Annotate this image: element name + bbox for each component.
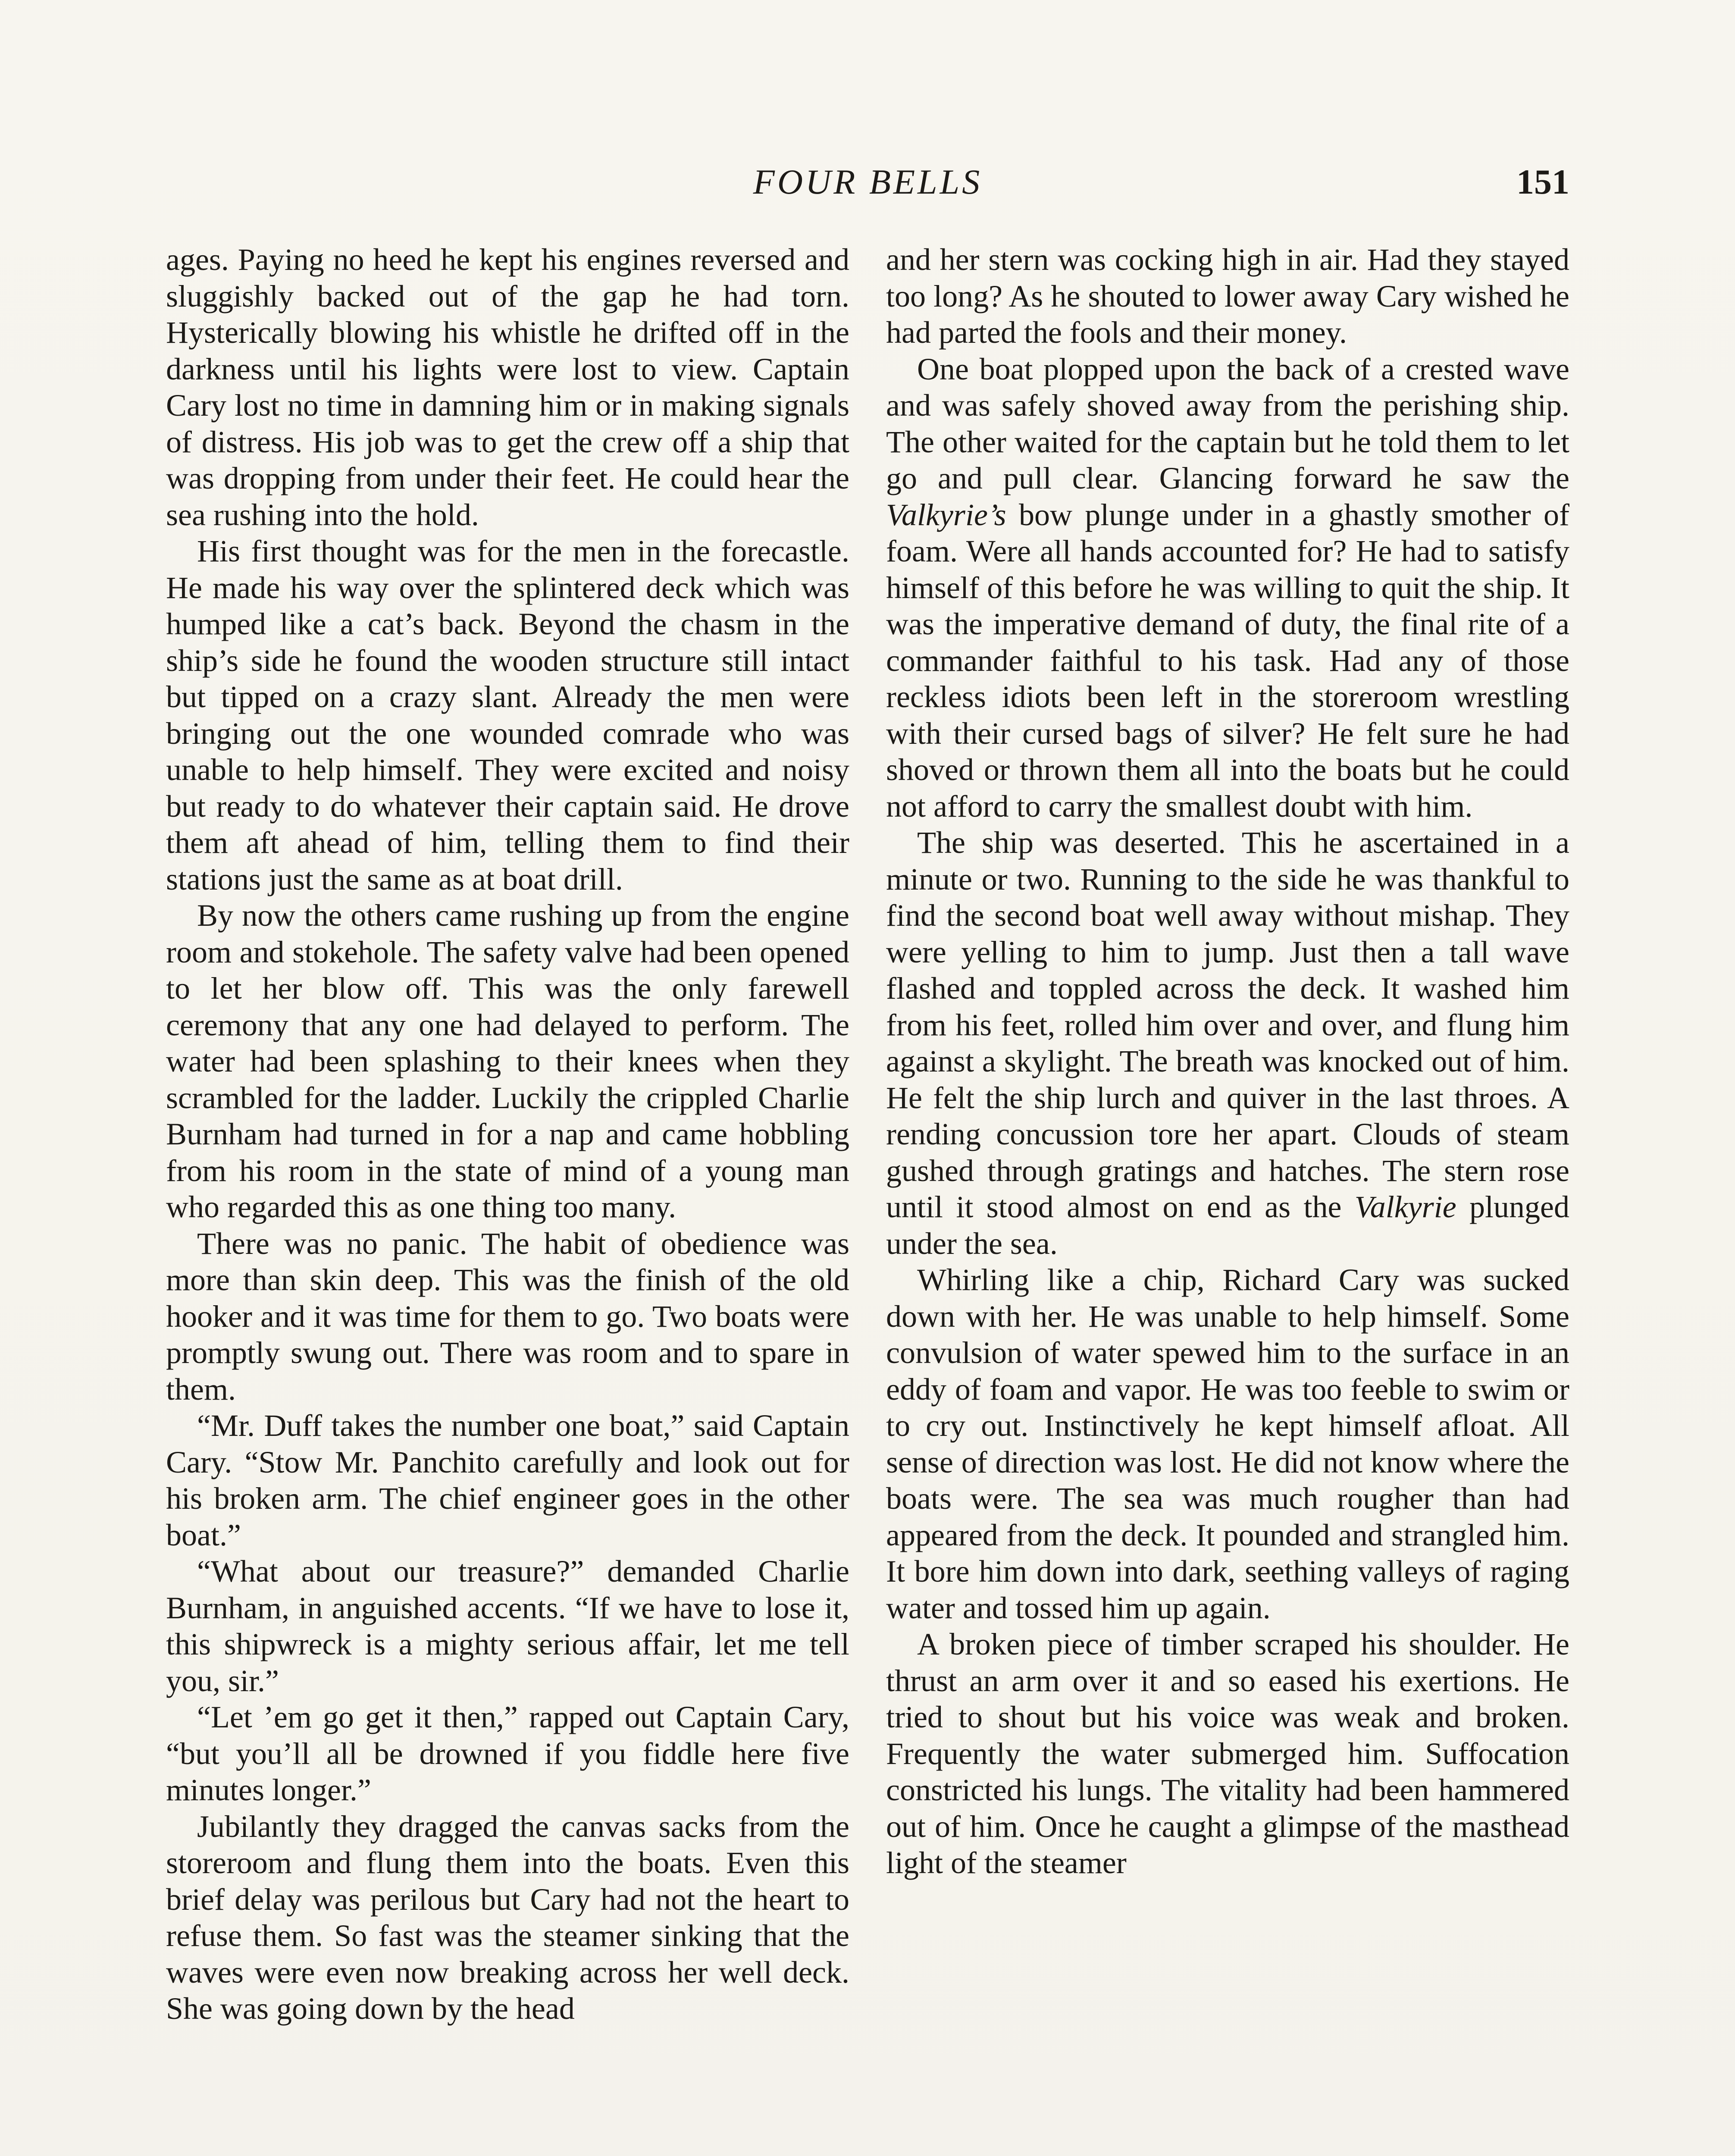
paragraph: Whirling like a chip, Richard Cary was sucked down with her. He was unable to help himself. Some convulsion of water spewed him to the surface in an eddy of foam and vapor. He was too feeble to swim or to cry out. Instinctively he kept himself afloat. All sense of direction was lost. He did not know where the boats were. The sea was much rougher than had appeared from the deck. It pounded and strangled him. It bore him down into dark, seething valleys of raging water and tossed him up again. bbox=[886, 1263, 1569, 1625]
paragraph bbox=[886, 824, 1569, 1262]
paragraph: “Let ’em go get it then,” rapped out Captain Cary, “but you’ll all be drowned if you fiddle here five minutes longer.” bbox=[166, 1700, 849, 1807]
paragraph-text: plunged under the sea. bbox=[886, 1190, 1569, 1261]
ship-name: Valkyrie bbox=[1354, 1190, 1456, 1224]
paragraph: and her stern was cocking high in air. Had they stayed too long? As he shouted to lower away Cary wished he had parted the fools and their money. bbox=[886, 242, 1569, 350]
paragraph-text: One boat plopped upon the back of a crested wave and was safely shoved away from the perishing ship. The other waited for the captain but he told them to let go and pull clear. Glancing forward he saw the bbox=[886, 351, 1569, 495]
paragraph: There was no panic. The habit of obedience was more than skin deep. This was the finish of the old hooker and it was time for them to go. Two boats were promptly swung out. There was room and to spare in them. bbox=[166, 1226, 849, 1407]
right-column bbox=[886, 241, 1569, 2156]
paragraph: “What about our treasure?” demanded Charlie Burnham, in anguished accents. “If we have to lose it, this shipwreck is a mighty serious affair, let me tell you, sir.” bbox=[166, 1554, 849, 1698]
running-title: FOUR BELLS bbox=[753, 162, 983, 201]
ship-name: Valkyrie’s bbox=[886, 497, 1006, 532]
page-header bbox=[166, 162, 1569, 209]
paragraph: “Mr. Duff takes the number one boat,” said Captain Cary. “Stow Mr. Panchito carefully and look out for his broken arm. The chief engineer goes in the other boat.” bbox=[166, 1408, 849, 1552]
paragraph: Jubilantly they dragged the canvas sacks from the storeroom and flung them into the boats. Even this brief delay was perilous but Cary had not the heart to refuse them. So fast was the steamer sinking that the waves were even now breaking across her well deck. She was going down by the head bbox=[166, 1809, 849, 2026]
paragraph: By now the others came rushing up from the engine room and stokehole. The safety valve had been opened to let her blow off. This was the only farewell ceremony that any one had delayed to perform. The water had been splashing to their knees when they scrambled for the ladder. Luckily the crippled Charlie Burnham had turned in for a nap and came hobbling from his room in the state of mind of a young man who regarded this as one thing too many. bbox=[166, 898, 849, 1224]
paragraph-text: bow plunge under in a ghastly smother of foam. Were all hands accounted for? He had to satisfy himself of this before he was willing to quit the ship. It was the imperative demand of duty, the final rite of a commander faithful to his task. Had any of those reckless idiots been left in the storeroom wrestling with their cursed bags of silver? He felt sure he had shoved or thrown them all into the boats but he could not afford to carry the smallest doubt with him. bbox=[886, 497, 1569, 824]
paragraph: ages. Paying no heed he kept his engines reversed and sluggishly backed out of the gap he had torn. Hysterically blowing his whistle he drifted off in the darkness until his lights were lost to view. Captain Cary lost no time in damning him or in making signals of distress. His job was to get the crew off a ship that was dropping from under their feet. He could hear the sea rushing into the hold. bbox=[166, 242, 849, 532]
paragraph bbox=[886, 351, 1569, 825]
left-column bbox=[166, 241, 849, 2156]
paragraph-text: The ship was deserted. This he ascertained in a minute or two. Running to the side he was thankful to find the second boat well away without mishap. They were yelling to him to jump. Just then a tall wave flashed and toppled across the deck. It washed him from his feet, rolled him over and over, and flung him against a skylight. The breath was knocked out of him. He felt the ship lurch and quiver in the last throes. A rending concussion tore her apart. Clouds of steam gushed through gratings and hatches. The stern rose until it stood almost on end as the bbox=[886, 825, 1569, 1224]
paragraph: A broken piece of timber scraped his shoulder. He thrust an arm over it and so eased his exertions. He tried to shout but his voice was weak and broken. Frequently the water submerged him. Suffocation constricted his lungs. The vitality had been hammered out of him. Once he caught a glimpse of the masthead light of the steamer bbox=[886, 1627, 1569, 1880]
page-number: 151 bbox=[1516, 162, 1569, 201]
text-columns bbox=[166, 241, 1569, 2156]
paragraph: His first thought was for the men in the forecastle. He made his way over the splintered deck which was humped like a cat’s back. Beyond the chasm in the ship’s side he found the wooden structure still intact but tipped on a crazy slant. Already the men were bringing out the one wounded comrade who was unable to help himself. They were excited and noisy but ready to do whatever their captain said. He drove them aft ahead of him, telling them to find their stations just the same as at boat drill. bbox=[166, 534, 849, 896]
